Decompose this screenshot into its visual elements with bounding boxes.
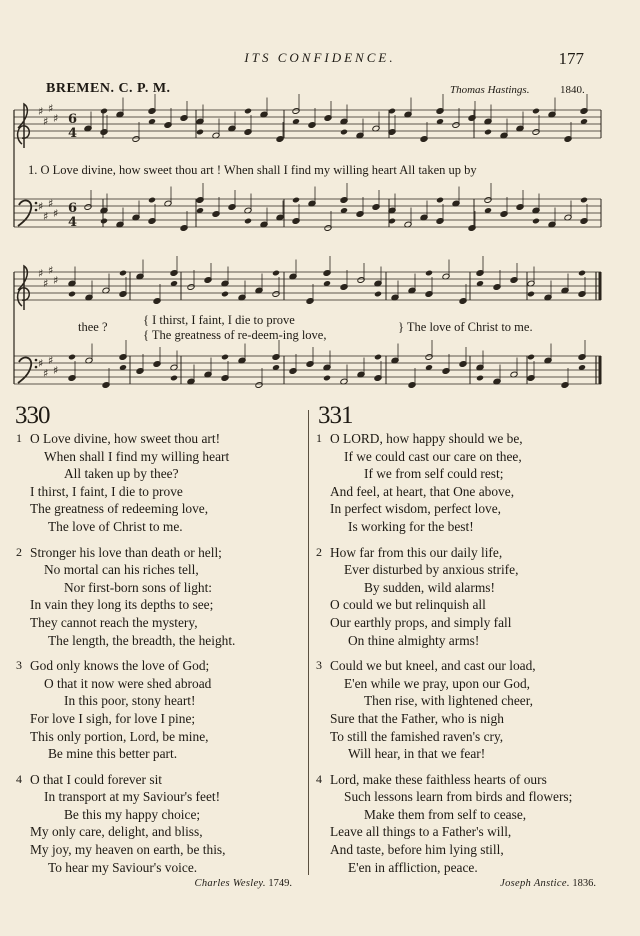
note-head [340, 129, 348, 136]
note-head [476, 375, 484, 382]
stanza [16, 544, 292, 650]
note-head [196, 129, 204, 136]
verse-line: This only portion, Lord, be mine, [30, 728, 209, 744]
verse-line: And feel, at heart, that One above, [330, 483, 515, 499]
sharp-sign: ♯ [48, 197, 54, 210]
stanza [16, 771, 292, 877]
bass-clef-dot [35, 366, 38, 369]
verse-line: O LORD, how happy should we be, [330, 431, 523, 446]
verse-line: E'en while we pray, upon our God, [344, 675, 530, 691]
note-head [244, 218, 252, 225]
stanza-number: 1 [16, 431, 22, 445]
note-head [580, 197, 588, 204]
hymn-number-331: 331 [318, 402, 353, 429]
page-number: 177 [558, 49, 584, 68]
stanza-number: 1 [316, 431, 322, 445]
verse-line: By sudden, wild alarms! [364, 579, 495, 595]
bass-clef-dot [35, 202, 38, 205]
verse-line: Is working for the best! [348, 518, 474, 534]
sharp-sign: ♯ [38, 357, 44, 370]
verse-line: In vain they long its depths to see; [30, 597, 214, 613]
hymn-author-line [330, 878, 596, 889]
hymn-author: Joseph Anstice. [500, 878, 570, 890]
note-head [323, 375, 331, 382]
note-head [68, 291, 76, 298]
verse-line: The greatness of redeeming love, [30, 501, 209, 517]
time-signature: 4 [68, 126, 78, 141]
verse-line: When shall I find my willing heart [44, 448, 230, 464]
verse-line: On thine almighty arms! [348, 632, 480, 648]
sharp-sign: ♯ [48, 354, 54, 367]
sharp-sign: ♯ [53, 274, 59, 287]
verse-line: In this poor, stony heart! [64, 693, 196, 709]
note-head [68, 354, 76, 361]
score-lyric-line-2c: } The love of Christ to me. [398, 320, 533, 334]
verse-line: All taken up by thee? [64, 466, 179, 482]
stanza [316, 771, 596, 877]
hymn-author-line [30, 878, 292, 889]
note-head [170, 375, 178, 382]
note-head [484, 129, 492, 136]
stanza [316, 430, 596, 536]
score-lyric-line-2b: { The greatness of re-deem-ing love, [143, 328, 327, 342]
note-head [272, 270, 280, 277]
note-head [374, 291, 382, 298]
verse-line: My joy, my heaven on earth, be this, [30, 842, 226, 858]
verse-line: Be mine this better part. [48, 746, 178, 762]
verse-line: How far from this our daily life, [330, 544, 503, 560]
hymn-331-text [316, 430, 596, 890]
verse-line: God only knows the love of God; [30, 658, 210, 674]
note-head [527, 291, 535, 298]
bass-clef-dot [35, 209, 38, 212]
verse-line: Stronger his love than death or hell; [30, 544, 222, 560]
stanza-number: 4 [316, 771, 322, 786]
note-head [244, 108, 252, 115]
verse-line: Be this my happy choice; [64, 806, 201, 822]
verse-line: I thirst, I faint, I die to prove [30, 483, 183, 499]
stanza [16, 657, 292, 763]
note-head [292, 197, 300, 204]
tune-year: 1840. [560, 84, 585, 96]
sharp-sign: ♯ [48, 264, 54, 277]
note-head [221, 291, 229, 298]
score-lyric-line-2a: { I thirst, I faint, I die to prove [143, 313, 295, 327]
verse-line: No mortal can his riches tell, [44, 562, 199, 578]
sharp-sign: ♯ [43, 277, 49, 290]
note-head [148, 197, 156, 204]
sharp-sign: ♯ [43, 367, 49, 380]
hymn-number-330: 330 [15, 402, 50, 429]
verse-line: O that I could forever sit [30, 771, 163, 787]
time-signature: 4 [68, 215, 78, 230]
note-head [100, 218, 108, 225]
note-head [100, 108, 108, 115]
stanza-number: 3 [16, 658, 22, 673]
verse-line: The love of Christ to me. [48, 518, 183, 534]
time-signature: 6 [68, 201, 78, 216]
verse-line: Make them from self to cease, [364, 806, 527, 822]
verse-line: Will hear, in that we fear! [348, 746, 486, 762]
note-head [527, 354, 535, 361]
verse-line: If we from self could rest; [364, 466, 504, 482]
stanza-number: 3 [316, 658, 322, 673]
tune-composer: Thomas Hastings. [450, 84, 530, 96]
verse-line: Our earthly props, and simply fall [330, 614, 512, 630]
score-lyric-thee: thee ? [78, 320, 108, 334]
verse-line: And taste, before him lying still, [330, 842, 504, 858]
bass-clef-dot [35, 359, 38, 362]
verse-line: To hear my Saviour's voice. [48, 859, 198, 875]
stanza [316, 657, 596, 763]
note-head [436, 197, 444, 204]
stanza-number: 2 [16, 544, 22, 559]
verse-line: E'en in affliction, peace. [348, 859, 478, 875]
verse-line: The length, the breadth, the height. [48, 632, 236, 648]
verse-line: Then rise, with lightened cheer, [364, 693, 534, 709]
verse-line: Nor first-born sons of light: [64, 579, 213, 595]
verse-line: Such lessons learn from birds and flowers; [344, 789, 573, 805]
time-signature: 6 [68, 112, 78, 127]
hymn-year: 1836. [572, 878, 596, 890]
note-head [532, 218, 540, 225]
verse-line: My only care, delight, and bliss, [30, 824, 203, 840]
verse-line: Lord, make these faithless hearts of ours [330, 771, 547, 787]
note-head [425, 270, 433, 277]
verse-line: O could we but relinquish all [330, 597, 486, 613]
stanza-number: 4 [16, 771, 22, 786]
sharp-sign: ♯ [38, 267, 44, 280]
note-head [221, 354, 229, 361]
verse-line: To still the famished raven's cry, [330, 728, 504, 744]
stanza-number: 2 [316, 544, 322, 559]
note-head [532, 108, 540, 115]
tune-name: BREMEN. C. P. M. [46, 81, 171, 96]
treble-clef [18, 266, 30, 310]
verse-line: In transport at my Saviour's feet! [44, 789, 221, 805]
sharp-sign: ♯ [53, 364, 59, 377]
note-head [374, 354, 382, 361]
verse-line: Leave all things to a Father's will, [330, 824, 512, 840]
verse-line: They cannot reach the mystery, [30, 614, 198, 630]
treble-clef [18, 104, 30, 148]
score-lyric-line-1: 1. O Love divine, how sweet thou art ! When shall I find my willing heart All taken up by [28, 163, 477, 177]
stanza [16, 430, 292, 536]
sharp-sign: ♯ [48, 102, 54, 115]
hymn-330-text [16, 430, 292, 890]
hymn-year: 1749. [268, 878, 292, 890]
sharp-sign: ♯ [38, 105, 44, 118]
verse-line: If we could cast our care on thee, [344, 448, 522, 464]
verse-line: Ever disturbed by anxious strife, [344, 562, 519, 578]
stanza [316, 544, 596, 650]
column-divider [308, 410, 309, 875]
running-head: ITS CONFIDENCE. [244, 50, 396, 65]
note-head [119, 270, 127, 277]
note-head [578, 270, 586, 277]
verse-line: O that it now were shed abroad [44, 675, 212, 691]
sharp-sign: ♯ [53, 207, 59, 220]
sharp-sign: ♯ [43, 115, 49, 128]
hymn-author: Charles Wesley. [194, 878, 266, 890]
sharp-sign: ♯ [43, 210, 49, 223]
verse-line: Sure that the Father, who is nigh [330, 710, 504, 726]
verse-line: O Love divine, how sweet thou art! [30, 431, 221, 446]
sharp-sign: ♯ [53, 112, 59, 125]
verse-line: In perfect wisdom, perfect love, [330, 501, 502, 517]
sharp-sign: ♯ [38, 200, 44, 213]
verse-line: For love I sigh, for love I pine; [30, 710, 196, 726]
verse-line: Could we but kneel, and cast our load, [330, 658, 536, 674]
